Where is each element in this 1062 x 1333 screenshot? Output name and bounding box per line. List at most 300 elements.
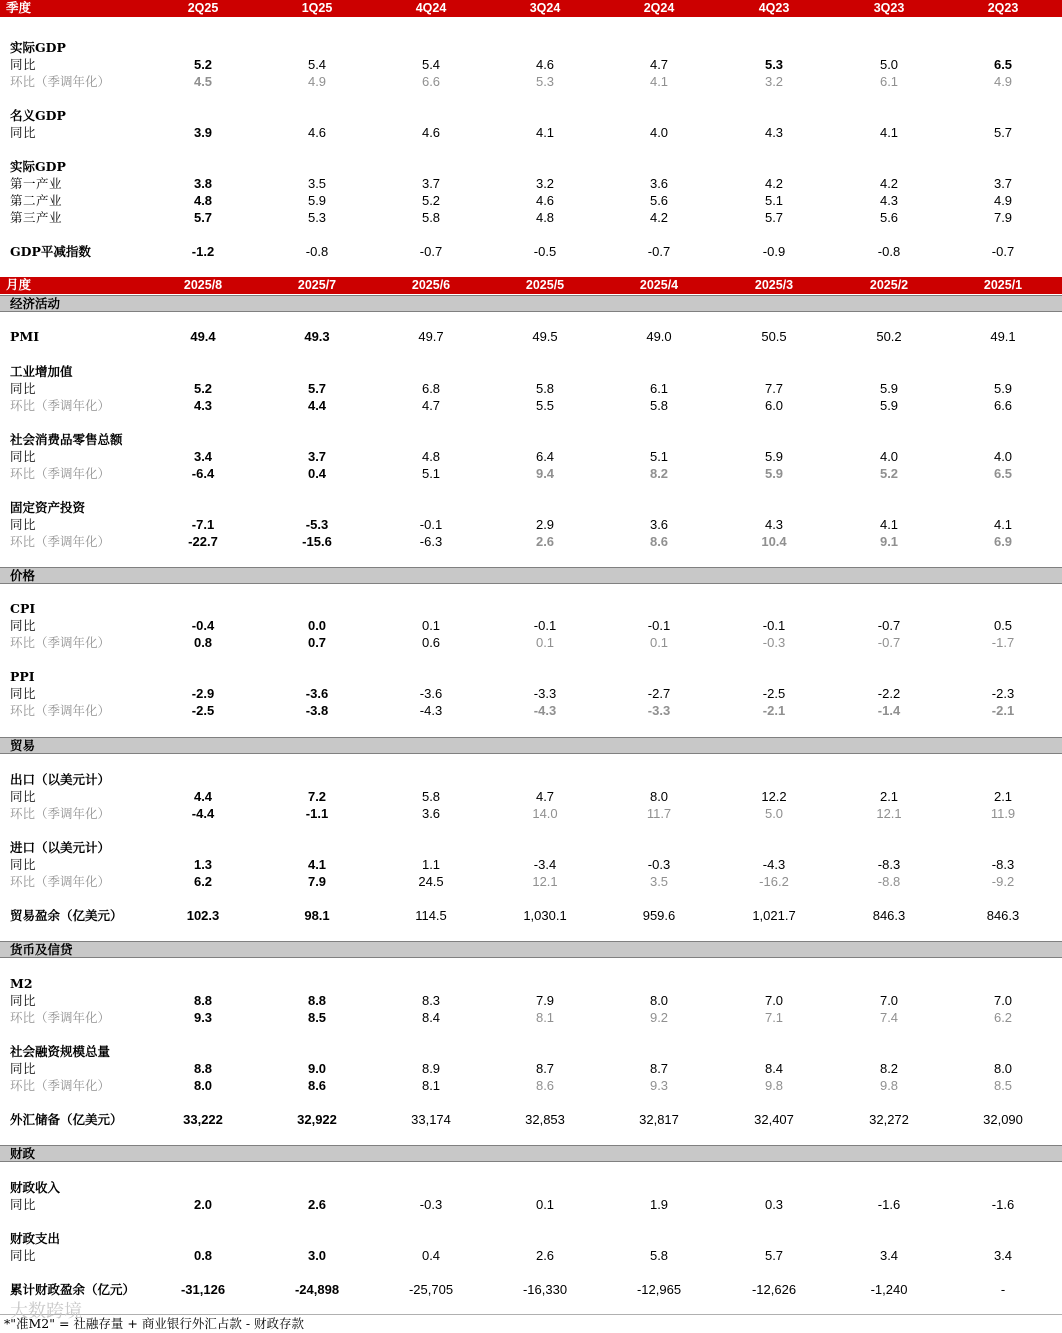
table-row bbox=[0, 209, 1062, 226]
cell-value: -16,330 bbox=[522, 1282, 568, 1297]
cell-value: 50.2 bbox=[876, 329, 902, 344]
cell-value: 5.9 bbox=[879, 381, 899, 396]
row-label: 第一产业 bbox=[10, 176, 63, 191]
table-row bbox=[0, 499, 1062, 516]
cell-value: 3.7 bbox=[421, 176, 441, 191]
cell-value: 3.5 bbox=[307, 176, 327, 191]
row-label: 环比（季调年化） bbox=[10, 1010, 111, 1025]
table-row bbox=[0, 600, 1062, 617]
row-label: 同比 bbox=[10, 789, 37, 804]
cell-value: 8.0 bbox=[649, 789, 669, 804]
cell-value: 846.3 bbox=[986, 908, 1020, 923]
cell-value: -3.4 bbox=[533, 857, 557, 872]
quarter-header-col: 2Q25 bbox=[187, 1, 219, 15]
watermark: 大数跨境 bbox=[10, 1301, 82, 1321]
cell-value: 959.6 bbox=[642, 908, 676, 923]
cell-value: 7.9 bbox=[307, 874, 327, 889]
row-label: 进口（以美元计） bbox=[10, 840, 111, 855]
row-label: 社会消费品零售总额 bbox=[10, 432, 123, 447]
cell-value: 4.7 bbox=[535, 789, 555, 804]
cell-value: 5.8 bbox=[649, 1248, 669, 1263]
cell-value: 8.6 bbox=[649, 534, 669, 549]
cell-value: 3.4 bbox=[993, 1248, 1013, 1263]
cell-value: 5.2 bbox=[421, 193, 441, 208]
cell-value: -3.3 bbox=[647, 703, 671, 718]
cell-value: -6.3 bbox=[419, 534, 443, 549]
cell-value: 4.1 bbox=[307, 857, 327, 872]
table-row bbox=[0, 617, 1062, 634]
cell-value: 1,030.1 bbox=[523, 908, 567, 923]
cell-value: 2.9 bbox=[535, 517, 555, 532]
cell-value: 8.8 bbox=[307, 993, 327, 1008]
cell-value: 5.7 bbox=[764, 210, 784, 225]
cell-value: -5.3 bbox=[305, 517, 329, 532]
cell-value: -2.2 bbox=[877, 686, 901, 701]
cell-value: 4.5 bbox=[193, 74, 213, 89]
cell-value: 5.0 bbox=[764, 806, 784, 821]
row-label: 同比 bbox=[10, 686, 37, 701]
cell-value: 3.4 bbox=[193, 449, 213, 464]
row-label: 实际GDP bbox=[10, 40, 66, 55]
cell-value: 4.1 bbox=[535, 125, 555, 140]
cell-value: 9.0 bbox=[307, 1061, 327, 1076]
cell-value: -8.3 bbox=[877, 857, 901, 872]
cell-value: 4.4 bbox=[307, 398, 327, 413]
cell-value: 5.2 bbox=[193, 57, 213, 72]
table-row bbox=[0, 107, 1062, 124]
cell-value: 0.1 bbox=[535, 635, 555, 650]
quarter-header-col: 3Q23 bbox=[873, 1, 905, 15]
row-label: 同比 bbox=[10, 381, 37, 396]
row-label: 外汇储备（亿美元） bbox=[10, 1112, 123, 1127]
table-row bbox=[0, 788, 1062, 805]
table-row bbox=[0, 975, 1062, 992]
table-row bbox=[0, 380, 1062, 397]
cell-value: 32,853 bbox=[525, 1112, 565, 1127]
month-header-col: 2025/1 bbox=[983, 278, 1023, 292]
cell-value: -15.6 bbox=[302, 534, 332, 549]
section-header bbox=[0, 295, 1062, 312]
cell-value: 4.9 bbox=[993, 74, 1013, 89]
cell-value: -0.7 bbox=[991, 244, 1015, 259]
cell-value: 9.3 bbox=[649, 1078, 669, 1093]
cell-value: 32,407 bbox=[754, 1112, 794, 1127]
section-header bbox=[0, 1145, 1062, 1162]
cell-value: 4.7 bbox=[649, 57, 669, 72]
cell-value: -0.7 bbox=[419, 244, 443, 259]
cell-value: 11.9 bbox=[990, 806, 1016, 821]
cell-value: -16.2 bbox=[759, 874, 789, 889]
cell-value: 7.0 bbox=[879, 993, 899, 1008]
cell-value: -8.8 bbox=[877, 874, 901, 889]
table-row bbox=[0, 56, 1062, 73]
table-row bbox=[0, 1281, 1062, 1298]
cell-value: 4.4 bbox=[193, 789, 213, 804]
table-row bbox=[0, 1009, 1062, 1026]
cell-value: 49.1 bbox=[990, 329, 1016, 344]
month-header-col: 2025/6 bbox=[411, 278, 451, 292]
table-row bbox=[0, 448, 1062, 465]
cell-value: 4.1 bbox=[649, 74, 669, 89]
cell-value: -0.7 bbox=[877, 635, 901, 650]
cell-value: 32,922 bbox=[297, 1112, 337, 1127]
table-row bbox=[0, 992, 1062, 1009]
cell-value: -2.1 bbox=[991, 703, 1015, 718]
row-label: 财政支出 bbox=[10, 1231, 61, 1246]
cell-value: -0.3 bbox=[419, 1197, 443, 1212]
cell-value: -0.3 bbox=[647, 857, 671, 872]
cell-value: 4.0 bbox=[649, 125, 669, 140]
row-label: 同比 bbox=[10, 857, 37, 872]
cell-value: -0.1 bbox=[419, 517, 443, 532]
cell-value: -3.3 bbox=[533, 686, 557, 701]
cell-value: 4.7 bbox=[421, 398, 441, 413]
table-row bbox=[0, 73, 1062, 90]
cell-value: 9.8 bbox=[879, 1078, 899, 1093]
cell-value: 49.4 bbox=[190, 329, 216, 344]
cell-value: 1.1 bbox=[421, 857, 441, 872]
row-label: GDP平减指数 bbox=[10, 244, 91, 259]
cell-value: 3.0 bbox=[307, 1248, 327, 1263]
cell-value: 32,817 bbox=[639, 1112, 679, 1127]
table-row bbox=[0, 1111, 1062, 1128]
cell-value: 5.1 bbox=[421, 466, 441, 481]
cell-value: 6.2 bbox=[993, 1010, 1013, 1025]
cell-value: 9.4 bbox=[535, 466, 555, 481]
table-row bbox=[0, 805, 1062, 822]
cell-value: 4.1 bbox=[879, 125, 899, 140]
cell-value: 4.0 bbox=[879, 449, 899, 464]
cell-value: 3.4 bbox=[879, 1248, 899, 1263]
cell-value: 8.9 bbox=[421, 1061, 441, 1076]
cell-value: 8.3 bbox=[421, 993, 441, 1008]
cell-value: -0.8 bbox=[877, 244, 901, 259]
cell-value: -4.3 bbox=[419, 703, 443, 718]
cell-value: 5.5 bbox=[535, 398, 555, 413]
section-header bbox=[0, 737, 1062, 754]
cell-value: 114.5 bbox=[415, 908, 447, 923]
cell-value: -3.6 bbox=[419, 686, 443, 701]
cell-value: 11.7 bbox=[646, 806, 672, 821]
cell-value: -9.2 bbox=[991, 874, 1015, 889]
cell-value: 4.3 bbox=[764, 517, 784, 532]
month-header-col: 2025/7 bbox=[297, 278, 337, 292]
footnote-text: *"准M2" = 社融存量 + 商业银行外汇占款 - 财政存款 bbox=[4, 1316, 305, 1331]
cell-value: 5.8 bbox=[535, 381, 555, 396]
cell-value: 5.9 bbox=[879, 398, 899, 413]
cell-value: 8.5 bbox=[993, 1078, 1013, 1093]
cell-value: 5.6 bbox=[879, 210, 899, 225]
cell-value: 2.0 bbox=[193, 1197, 213, 1212]
cell-value: 9.2 bbox=[649, 1010, 669, 1025]
row-label: 累计财政盈余（亿元） bbox=[10, 1282, 136, 1297]
cell-value: 7.9 bbox=[993, 210, 1013, 225]
cell-value: 8.6 bbox=[307, 1078, 327, 1093]
month-header-col: 2025/4 bbox=[639, 278, 679, 292]
cell-value: -31,126 bbox=[180, 1282, 226, 1297]
cell-value: 6.1 bbox=[649, 381, 669, 396]
cell-value: -3.6 bbox=[305, 686, 329, 701]
cell-value: 4.3 bbox=[193, 398, 213, 413]
cell-value: 8.0 bbox=[993, 1061, 1013, 1076]
row-label: 固定资产投资 bbox=[10, 500, 86, 515]
cell-value: 9.8 bbox=[764, 1078, 784, 1093]
cell-value: 8.8 bbox=[193, 993, 213, 1008]
table-row bbox=[0, 431, 1062, 448]
month-header-col: 2025/8 bbox=[183, 278, 223, 292]
cell-value: 3.7 bbox=[993, 176, 1013, 191]
cell-value: 5.1 bbox=[764, 193, 784, 208]
cell-value: 4.6 bbox=[421, 125, 441, 140]
cell-value: 50.5 bbox=[761, 329, 787, 344]
row-label: 同比 bbox=[10, 449, 37, 464]
table-row bbox=[0, 1247, 1062, 1264]
cell-value: 4.8 bbox=[193, 193, 213, 208]
cell-value: 0.7 bbox=[307, 635, 327, 650]
table-row bbox=[0, 328, 1062, 345]
cell-value: -2.5 bbox=[762, 686, 786, 701]
cell-value: 8.4 bbox=[421, 1010, 441, 1025]
cell-value: 6.6 bbox=[421, 74, 441, 89]
cell-value: 0.5 bbox=[993, 618, 1013, 633]
cell-value: - bbox=[1000, 1282, 1006, 1297]
row-label: 环比（季调年化） bbox=[10, 398, 111, 413]
table-row bbox=[0, 175, 1062, 192]
cell-value: 7.7 bbox=[764, 381, 784, 396]
cell-value: 3.6 bbox=[649, 176, 669, 191]
quarter-header-label: 季度 bbox=[6, 1, 32, 15]
quarter-header-col: 4Q23 bbox=[758, 1, 790, 15]
cell-value: -6.4 bbox=[191, 466, 215, 481]
cell-value: 6.1 bbox=[879, 74, 899, 89]
footnote bbox=[0, 1314, 1062, 1333]
quarter-header-col: 4Q24 bbox=[415, 1, 447, 15]
row-label: M2 bbox=[10, 976, 33, 991]
cell-value: 2.6 bbox=[535, 534, 555, 549]
cell-value: 8.7 bbox=[535, 1061, 555, 1076]
cell-value: 5.6 bbox=[649, 193, 669, 208]
cell-value: 8.2 bbox=[879, 1061, 899, 1076]
cell-value: 0.0 bbox=[307, 618, 327, 633]
section-title: 贸易 bbox=[10, 738, 36, 753]
cell-value: 33,174 bbox=[411, 1112, 451, 1127]
cell-value: 6.6 bbox=[993, 398, 1013, 413]
cell-value: 3.6 bbox=[421, 806, 441, 821]
cell-value: -1.2 bbox=[191, 244, 215, 259]
row-label: 同比 bbox=[10, 1197, 37, 1212]
cell-value: 7.0 bbox=[764, 993, 784, 1008]
cell-value: 2.1 bbox=[993, 789, 1013, 804]
table-row bbox=[0, 158, 1062, 175]
row-label: PMI bbox=[10, 329, 40, 344]
cell-value: -1.6 bbox=[991, 1197, 1015, 1212]
row-label: 环比（季调年化） bbox=[10, 703, 111, 718]
cell-value: 8.4 bbox=[764, 1061, 784, 1076]
cell-value: -0.8 bbox=[305, 244, 329, 259]
cell-value: -2.1 bbox=[762, 703, 786, 718]
cell-value: 2.1 bbox=[879, 789, 899, 804]
cell-value: 49.5 bbox=[532, 329, 558, 344]
row-label: 同比 bbox=[10, 57, 37, 72]
cell-value: 5.7 bbox=[764, 1248, 784, 1263]
cell-value: -4.4 bbox=[191, 806, 215, 821]
cell-value: -0.5 bbox=[533, 244, 557, 259]
row-label: 环比（季调年化） bbox=[10, 635, 111, 650]
cell-value: 49.3 bbox=[304, 329, 330, 344]
cell-value: -4.3 bbox=[533, 703, 557, 718]
cell-value: 6.4 bbox=[535, 449, 555, 464]
cell-value: 3.2 bbox=[764, 74, 784, 89]
cell-value: 4.8 bbox=[421, 449, 441, 464]
row-label: 出口（以美元计） bbox=[10, 772, 111, 787]
cell-value: -4.3 bbox=[762, 857, 786, 872]
cell-value: 6.5 bbox=[993, 57, 1013, 72]
section-title: 货币及信贷 bbox=[10, 942, 73, 957]
cell-value: 0.4 bbox=[421, 1248, 441, 1263]
cell-value: 10.4 bbox=[761, 534, 787, 549]
table-row bbox=[0, 685, 1062, 702]
cell-value: 5.2 bbox=[193, 381, 213, 396]
row-label: 环比（季调年化） bbox=[10, 534, 111, 549]
cell-value: 6.2 bbox=[193, 874, 213, 889]
table-row bbox=[0, 771, 1062, 788]
cell-value: -1.6 bbox=[877, 1197, 901, 1212]
cell-value: 0.1 bbox=[649, 635, 669, 650]
row-label: CPI bbox=[10, 601, 36, 616]
row-label: PPI bbox=[10, 669, 35, 684]
cell-value: 6.8 bbox=[421, 381, 441, 396]
cell-value: 5.9 bbox=[307, 193, 327, 208]
section-header bbox=[0, 941, 1062, 958]
table-row bbox=[0, 124, 1062, 141]
cell-value: -2.3 bbox=[991, 686, 1015, 701]
row-label: 名义GDP bbox=[10, 108, 66, 123]
cell-value: 5.3 bbox=[764, 57, 784, 72]
quarter-header-col: 1Q25 bbox=[301, 1, 333, 15]
cell-value: 7.0 bbox=[993, 993, 1013, 1008]
cell-value: 4.9 bbox=[993, 193, 1013, 208]
row-label: 同比 bbox=[10, 993, 37, 1008]
cell-value: 49.0 bbox=[646, 329, 672, 344]
table-row bbox=[0, 873, 1062, 890]
cell-value: -0.7 bbox=[647, 244, 671, 259]
cell-value: -2.9 bbox=[191, 686, 215, 701]
cell-value: 3.8 bbox=[193, 176, 213, 191]
quarter-header-col: 3Q24 bbox=[529, 1, 561, 15]
cell-value: 4.3 bbox=[764, 125, 784, 140]
cell-value: 4.1 bbox=[993, 517, 1013, 532]
cell-value: -0.9 bbox=[762, 244, 786, 259]
cell-value: 1.3 bbox=[193, 857, 213, 872]
table-row bbox=[0, 1179, 1062, 1196]
cell-value: 8.5 bbox=[307, 1010, 327, 1025]
table-row bbox=[0, 907, 1062, 924]
table-row bbox=[0, 1196, 1062, 1213]
cell-value: 5.8 bbox=[421, 210, 441, 225]
cell-value: 5.3 bbox=[535, 74, 555, 89]
section-header bbox=[0, 567, 1062, 584]
month-header-label: 月度 bbox=[6, 278, 32, 292]
cell-value: 6.5 bbox=[993, 466, 1013, 481]
table-row bbox=[0, 192, 1062, 209]
cell-value: 12.2 bbox=[761, 789, 787, 804]
row-label: 第二产业 bbox=[10, 193, 63, 208]
cell-value: 32,272 bbox=[869, 1112, 909, 1127]
table-row bbox=[0, 397, 1062, 414]
cell-value: 9.3 bbox=[193, 1010, 213, 1025]
cell-value: -3.8 bbox=[305, 703, 329, 718]
cell-value: 5.4 bbox=[421, 57, 441, 72]
row-label: 环比（季调年化） bbox=[10, 1078, 111, 1093]
cell-value: 3.5 bbox=[649, 874, 669, 889]
cell-value: 5.9 bbox=[764, 449, 784, 464]
row-label: 工业增加值 bbox=[10, 364, 73, 379]
table-row bbox=[0, 1060, 1062, 1077]
table-row bbox=[0, 634, 1062, 651]
cell-value: -0.1 bbox=[762, 618, 786, 633]
cell-value: 5.9 bbox=[993, 381, 1013, 396]
cell-value: -1,240 bbox=[870, 1282, 908, 1297]
row-label: 财政收入 bbox=[10, 1180, 61, 1195]
cell-value: 0.1 bbox=[421, 618, 441, 633]
cell-value: 24.5 bbox=[418, 874, 444, 889]
cell-value: -12,626 bbox=[751, 1282, 797, 1297]
row-label: 环比（季调年化） bbox=[10, 874, 111, 889]
cell-value: 6.0 bbox=[764, 398, 784, 413]
cell-value: 102.3 bbox=[186, 908, 220, 923]
cell-value: 2.6 bbox=[307, 1197, 327, 1212]
row-label: 同比 bbox=[10, 125, 37, 140]
row-label: 实际GDP bbox=[10, 159, 66, 174]
row-label: 环比（季调年化） bbox=[10, 806, 111, 821]
cell-value: 9.1 bbox=[879, 534, 899, 549]
cell-value: 14.0 bbox=[532, 806, 558, 821]
cell-value: -0.4 bbox=[191, 618, 215, 633]
cell-value: 846.3 bbox=[872, 908, 906, 923]
cell-value: -24,898 bbox=[294, 1282, 340, 1297]
cell-value: 4.6 bbox=[535, 57, 555, 72]
section-title: 财政 bbox=[10, 1146, 36, 1161]
cell-value: -1.1 bbox=[305, 806, 329, 821]
cell-value: 8.0 bbox=[193, 1078, 213, 1093]
cell-value: 8.2 bbox=[649, 466, 669, 481]
cell-value: -2.7 bbox=[647, 686, 671, 701]
cell-value: -0.1 bbox=[533, 618, 557, 633]
table-row bbox=[0, 1077, 1062, 1094]
cell-value: 8.7 bbox=[649, 1061, 669, 1076]
cell-value: 8.0 bbox=[649, 993, 669, 1008]
cell-value: -8.3 bbox=[991, 857, 1015, 872]
quarter-header-col: 2Q23 bbox=[987, 1, 1019, 15]
table-row bbox=[0, 39, 1062, 56]
quarter-header-col: 2Q24 bbox=[643, 1, 675, 15]
cell-value: 5.3 bbox=[307, 210, 327, 225]
row-label: 同比 bbox=[10, 618, 37, 633]
cell-value: 3.6 bbox=[649, 517, 669, 532]
cell-value: 4.6 bbox=[307, 125, 327, 140]
row-label: 同比 bbox=[10, 1248, 37, 1263]
table-row bbox=[0, 702, 1062, 719]
cell-value: 4.3 bbox=[879, 193, 899, 208]
cell-value: -1.4 bbox=[877, 703, 901, 718]
cell-value: 4.2 bbox=[879, 176, 899, 191]
cell-value: -22.7 bbox=[188, 534, 218, 549]
cell-value: -1.7 bbox=[991, 635, 1015, 650]
table-row bbox=[0, 839, 1062, 856]
cell-value: 0.8 bbox=[193, 635, 213, 650]
cell-value: 5.9 bbox=[764, 466, 784, 481]
cell-value: 4.9 bbox=[307, 74, 327, 89]
